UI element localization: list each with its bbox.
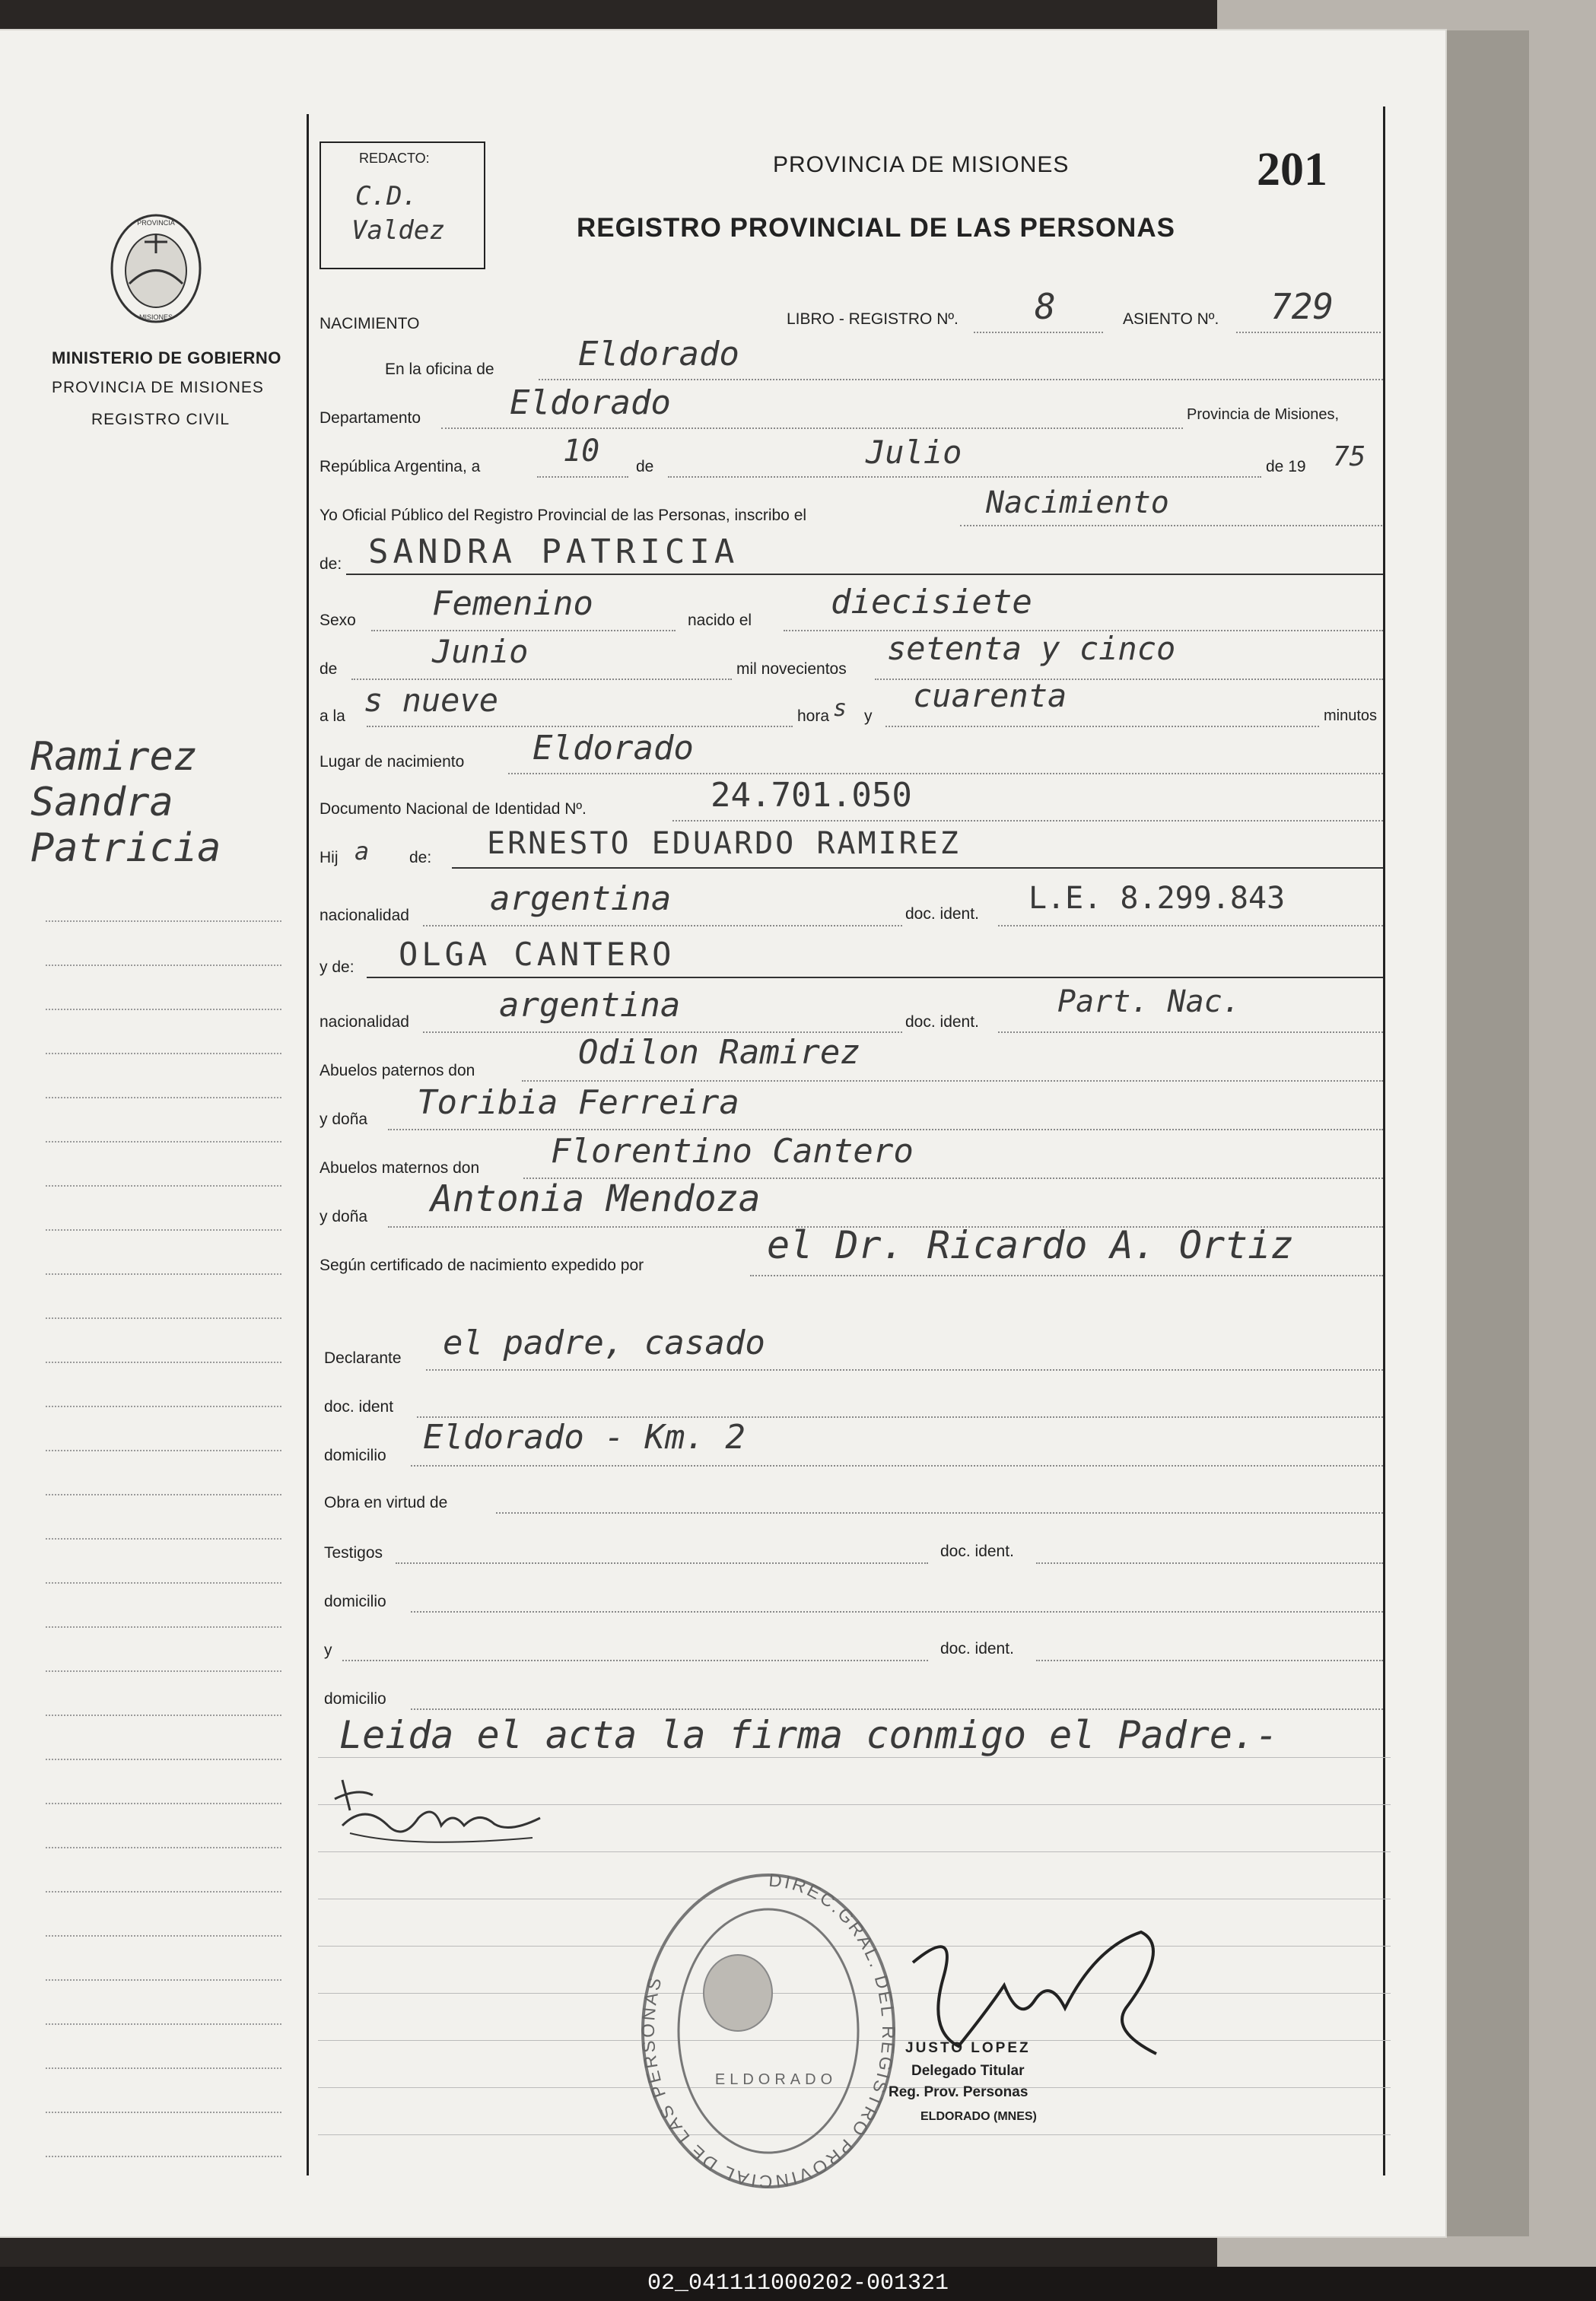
stamp-inner-text: ELDORADO xyxy=(714,2071,838,2088)
inscribo-label: Yo Oficial Público del Registro Provincial de las Personas, inscribo el xyxy=(320,507,807,524)
persona-value: SANDRA PATRICIA xyxy=(368,532,739,571)
redacto-name-line1: C.D. xyxy=(355,181,418,211)
sexo-line xyxy=(371,630,676,631)
domicilio-line xyxy=(411,1465,1383,1467)
margin-ruled-line xyxy=(46,2156,281,2157)
mother-nat-label: nacionalidad xyxy=(320,1013,409,1031)
lugar-value: Eldorado xyxy=(533,729,694,768)
declarante-line xyxy=(426,1369,1383,1371)
declarant-signature-icon xyxy=(320,1765,563,1856)
officer-signature-icon xyxy=(898,1917,1187,2084)
persona-line xyxy=(346,574,1383,575)
abuelo-mat-value: Florentino Cantero xyxy=(551,1132,914,1171)
certificado-value: el Dr. Ricardo A. Ortiz xyxy=(767,1223,1294,1267)
left-form-border xyxy=(307,114,309,2175)
departamento-line xyxy=(441,427,1183,429)
abuela-pat-value: Toribia Ferreira xyxy=(417,1083,739,1122)
nacido-day-value: diecisiete xyxy=(831,583,1032,621)
father-doc-line xyxy=(998,925,1383,926)
form-ruled-line xyxy=(318,1757,1391,1758)
abuelos-mat-label: Abuelos maternos don xyxy=(320,1159,480,1177)
officer-name: JUSTO LOPEZ xyxy=(905,2040,1031,2056)
margin-ruled-line xyxy=(46,2112,281,2113)
margin-ruled-line xyxy=(46,1670,281,1672)
obra-label: Obra en virtud de xyxy=(324,1494,448,1511)
mother-value: OLGA CANTERO xyxy=(399,936,676,973)
mother-doc-value: Part. Nac. xyxy=(1057,984,1241,1019)
mil-label: mil novecientos xyxy=(736,660,847,678)
margin-ruled-line xyxy=(46,1979,281,1981)
mother-doc-line xyxy=(998,1031,1383,1033)
margin-ruled-line xyxy=(46,1053,281,1054)
libro-label: LIBRO - REGISTRO Nº. xyxy=(787,310,959,328)
inscribo-value: Nacimiento xyxy=(986,485,1169,520)
father-nat-label: nacionalidad xyxy=(320,907,409,924)
margin-ruled-line xyxy=(46,920,281,922)
margin-ruled-line xyxy=(46,1317,281,1319)
hora-label: hora xyxy=(797,707,830,725)
de3-label: de: xyxy=(409,849,432,866)
oficina-label: En la oficina de xyxy=(385,361,494,378)
stamp-ring-text: DIREC.GRAL. DEL REGISTRO PROVINCIAL DE LAS PERSONAS xyxy=(637,1870,899,2192)
day-value: 10 xyxy=(563,434,600,469)
ministry-registry: REGISTRO CIVIL xyxy=(91,411,230,428)
birth-month-line xyxy=(351,679,732,680)
margin-ruled-line xyxy=(46,1273,281,1275)
margin-ruled-line xyxy=(46,1803,281,1804)
libro-line xyxy=(974,332,1103,333)
asiento-label: ASIENTO Nº. xyxy=(1123,310,1219,328)
father-doc-value: L.E. 8.299.843 xyxy=(1028,881,1286,916)
dni-line xyxy=(672,820,1383,822)
republica-label: República Argentina, a xyxy=(320,458,481,475)
y2-label: y xyxy=(324,1642,332,1659)
birth-year-value: setenta y cinco xyxy=(887,630,1176,667)
certificado-label: Según certificado de nacimiento expedido por xyxy=(320,1257,644,1274)
margin-ruled-line xyxy=(46,1450,281,1451)
abuela-mat-value: Antonia Mendoza xyxy=(431,1178,761,1220)
province-title: PROVINCIA DE MISIONES xyxy=(773,152,1070,177)
margin-ruled-line xyxy=(46,2023,281,2025)
margin-ruled-line xyxy=(46,2067,281,2069)
abuelo-pat-value: Odilon Ramirez xyxy=(578,1033,860,1072)
margin-ruled-line xyxy=(46,1935,281,1937)
libro-value: 8 xyxy=(1035,286,1056,327)
margin-ruled-line xyxy=(46,1141,281,1143)
oficina-value: Eldorado xyxy=(578,335,739,373)
margin-ruled-line xyxy=(46,1406,281,1407)
officer-place: ELDORADO (MNES) xyxy=(920,2110,1037,2123)
inscribo-line xyxy=(960,525,1382,526)
margin-ruled-line xyxy=(46,1494,281,1495)
hij-suffix: a xyxy=(354,837,370,866)
record-type-label: NACIMIENTO xyxy=(320,315,420,332)
father-nat-line xyxy=(423,925,902,926)
month-value: Julio xyxy=(866,434,962,471)
margin-ruled-line xyxy=(46,1185,281,1187)
declarante-label: Declarante xyxy=(324,1349,402,1367)
abuelos-pat-label: Abuelos paternos don xyxy=(320,1062,475,1079)
right-form-border xyxy=(1383,106,1385,2175)
provincia-label: Provincia de Misiones, xyxy=(1187,406,1340,423)
officer-title1: Delegado Titular xyxy=(911,2063,1025,2079)
minutes-value: cuarenta xyxy=(913,677,1067,714)
margin-ruled-line xyxy=(46,1097,281,1098)
y2-doc-label: doc. ident. xyxy=(940,1640,1014,1657)
seal-text-bottom: MISIONES xyxy=(138,313,173,321)
testigos-doc-label: doc. ident. xyxy=(940,1543,1014,1560)
margin-ruled-line xyxy=(46,1626,281,1628)
asiento-value: 729 xyxy=(1270,286,1334,327)
margin-ruled-line xyxy=(46,1891,281,1893)
margin-ruled-line xyxy=(46,1715,281,1716)
testigos-line xyxy=(396,1562,928,1564)
abuelo-pat-line xyxy=(522,1080,1383,1082)
margin-ruled-line xyxy=(46,1847,281,1848)
y2-doc-line xyxy=(1036,1660,1383,1661)
svg-text:DIREC.GRAL. DEL REGISTRO PROVI xyxy=(638,1870,898,2192)
domicilio3-line xyxy=(411,1708,1383,1710)
certificado-line xyxy=(750,1275,1383,1276)
closing-statement: Leida el acta la firma conmigo el Padre.- xyxy=(339,1713,1279,1757)
sexo-label: Sexo xyxy=(320,612,356,629)
yde-label: y de: xyxy=(320,958,354,976)
mother-nat-value: argentina xyxy=(499,986,681,1025)
domicilio-label: domicilio xyxy=(324,1447,386,1464)
day-line xyxy=(537,476,628,478)
provincial-seal-icon xyxy=(107,211,205,326)
hour-value: s nueve xyxy=(364,682,499,719)
y-label: y xyxy=(864,707,873,725)
birth-month-value: Junio xyxy=(432,633,529,670)
mother-doc-label: doc. ident. xyxy=(905,1013,979,1031)
declarante-value: el padre, casado xyxy=(443,1324,765,1362)
father-value: ERNESTO EDUARDO RAMIREZ xyxy=(487,826,961,861)
year-prefix: de 19 xyxy=(1266,458,1306,475)
margin-note-line1: Ramirez xyxy=(30,734,198,780)
lugar-line xyxy=(508,773,1383,774)
oficina-line xyxy=(539,379,1383,380)
de-label: de xyxy=(636,458,654,475)
redacto-label: REDACTO: xyxy=(359,151,430,166)
dni-label: Documento Nacional de Identidad Nº. xyxy=(320,800,587,818)
ydona-pat-label: y doña xyxy=(320,1111,368,1128)
mother-line xyxy=(367,977,1383,978)
margin-ruled-line xyxy=(46,965,281,966)
margin-note-line2: Sandra xyxy=(30,780,173,825)
minutos-label: minutos xyxy=(1324,707,1378,724)
y2-line xyxy=(342,1660,928,1661)
seal-text-top: PROVINCIA xyxy=(137,219,175,227)
official-stamp-icon xyxy=(624,1856,913,2206)
asiento-line xyxy=(1236,332,1381,333)
father-doc-label: doc. ident. xyxy=(905,905,979,923)
registry-title: REGISTRO PROVINCIAL DE LAS PERSONAS xyxy=(577,213,1175,243)
redacto-name-line2: Valdez xyxy=(351,215,445,246)
minutes-line xyxy=(885,726,1319,727)
departamento-value: Eldorado xyxy=(510,383,671,422)
hij-label: Hij xyxy=(320,849,339,866)
alas-label: a la xyxy=(320,707,345,725)
father-nat-value: argentina xyxy=(490,879,672,918)
doc-ident2-label: doc. ident xyxy=(324,1398,394,1416)
registry-page xyxy=(0,30,1445,2236)
image-caption: 02_041111000202-001321 xyxy=(0,2267,1596,2301)
month-line xyxy=(668,476,1261,478)
ministry-name: MINISTERIO DE GOBIERNO xyxy=(52,348,281,367)
margin-ruled-line xyxy=(46,1009,281,1010)
testigos-doc-line xyxy=(1036,1562,1383,1564)
domicilio2-label: domicilio xyxy=(324,1593,386,1610)
officer-title2: Reg. Prov. Personas xyxy=(889,2084,1028,2100)
year-value: 75 xyxy=(1333,441,1366,472)
domicilio-value: Eldorado - Km. 2 xyxy=(423,1418,746,1457)
domicilio3-label: domicilio xyxy=(324,1690,386,1708)
nacido-label: nacido el xyxy=(688,612,752,629)
persona-label: de: xyxy=(320,555,342,573)
hour-line xyxy=(367,726,793,727)
de2-label: de xyxy=(320,660,338,678)
hora-suffix: s xyxy=(833,695,847,722)
dni-value: 24.701.050 xyxy=(711,776,912,815)
margin-note-line3: Patricia xyxy=(30,825,221,871)
redacto-box xyxy=(320,141,485,269)
lugar-label: Lugar de nacimiento xyxy=(320,753,465,771)
domicilio2-line xyxy=(411,1611,1383,1613)
page-number: 201 xyxy=(1257,144,1327,195)
margin-ruled-line xyxy=(46,1538,281,1540)
abuela-pat-line xyxy=(388,1129,1383,1130)
ydona-mat-label: y doña xyxy=(320,1208,368,1225)
testigos-label: Testigos xyxy=(324,1544,383,1562)
obra-line xyxy=(496,1512,1383,1514)
margin-ruled-line xyxy=(46,1362,281,1363)
margin-ruled-line xyxy=(46,1759,281,1760)
sexo-value: Femenino xyxy=(432,584,593,623)
departamento-label: Departamento xyxy=(320,409,421,427)
father-line xyxy=(452,867,1383,869)
ministry-province: PROVINCIA DE MISIONES xyxy=(52,379,264,396)
margin-ruled-line xyxy=(46,1582,281,1584)
margin-ruled-line xyxy=(46,1229,281,1231)
